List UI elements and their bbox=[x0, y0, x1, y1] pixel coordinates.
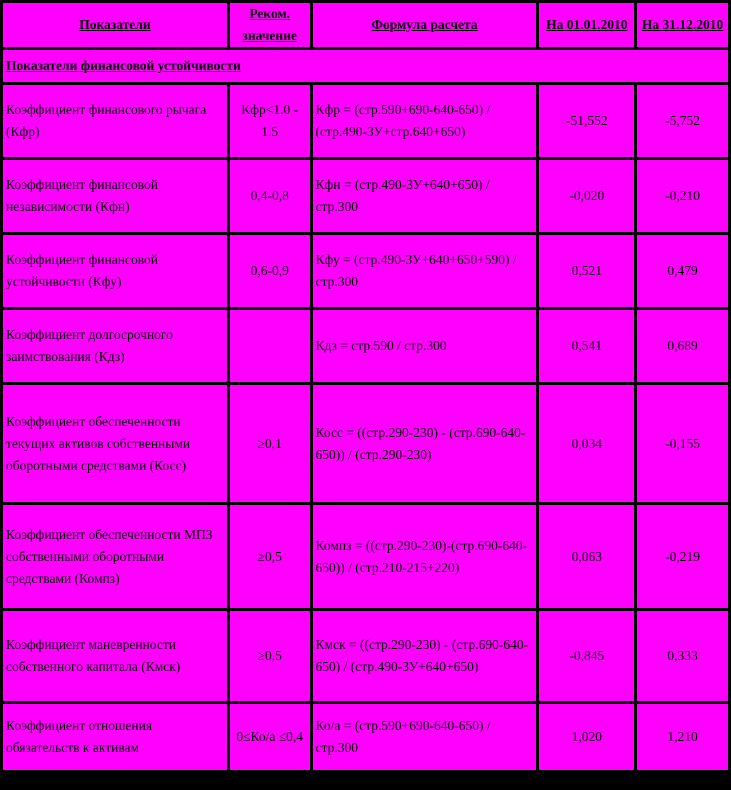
value-end: -0,210 bbox=[637, 160, 728, 232]
section-title: Показатели финансовой устойчивости bbox=[3, 50, 728, 82]
section-row bbox=[3, 50, 728, 82]
table-row bbox=[3, 235, 728, 307]
formula: Косс = ((стр.290-230) - (стр.690-640-650)) / (стр.290-230) bbox=[313, 385, 537, 502]
value-end: 0,333 bbox=[637, 611, 728, 701]
table-row bbox=[3, 704, 728, 770]
indicator-name: Коэффициент финансовой независимости (Кфн) bbox=[3, 160, 227, 232]
value-start: -0,845 bbox=[539, 611, 634, 701]
recommended-value: 0,4-0,8 bbox=[230, 160, 310, 232]
header-indicator: Показатели bbox=[3, 3, 227, 47]
value-start: 0,541 bbox=[539, 310, 634, 382]
formula: Кмск = ((стр.290-230) - (стр.690-640-650) / (стр.490-ЗУ+640+650) bbox=[313, 611, 537, 701]
indicator-name: Коэффициент финансовой устойчивости (Кфу) bbox=[3, 235, 227, 307]
table-row bbox=[3, 85, 728, 157]
indicator-name: Коэффициент маневренности собственного капитала (Кмск) bbox=[3, 611, 227, 701]
table-row bbox=[3, 160, 728, 232]
header-row bbox=[3, 3, 728, 47]
value-start: 1,020 bbox=[539, 704, 634, 770]
header-start-date: На 01.01.2010 bbox=[539, 3, 634, 47]
header-end-date: На 31.12.2010 bbox=[637, 3, 728, 47]
value-end: -0,219 bbox=[637, 505, 728, 608]
recommended-value bbox=[230, 310, 310, 382]
value-end: -0,155 bbox=[637, 385, 728, 502]
value-start: 0,063 bbox=[539, 505, 634, 608]
formula: Кфн = (стр.490-ЗУ+640+650) / стр.300 bbox=[313, 160, 537, 232]
recommended-value: 0≤Ко/а ≤0,4 bbox=[230, 704, 310, 770]
value-end: 1,210 bbox=[637, 704, 728, 770]
indicator-name: Коэффициент отношения обязательств к активам bbox=[3, 704, 227, 770]
indicator-name: Коэффициент обеспеченности МПЗ собственными оборотными средствами (Компз) bbox=[3, 505, 227, 608]
formula: Ко/а = (стр.590+690-640-650) / стр.300 bbox=[313, 704, 537, 770]
formula: Кдз = стр.590 / стр.300 bbox=[313, 310, 537, 382]
table-row bbox=[3, 611, 728, 701]
formula: Кфр = (стр.590+690-640-650) / (стр.490-ЗУ+стр.640+650) bbox=[313, 85, 537, 157]
table-row bbox=[3, 505, 728, 608]
value-end: 0,689 bbox=[637, 310, 728, 382]
formula: Компз = ((стр.290-230)-(стр.690-640-650)) / (стр.210-215+220) bbox=[313, 505, 537, 608]
value-end: 0,479 bbox=[637, 235, 728, 307]
table-row bbox=[3, 385, 728, 502]
value-start: 0,034 bbox=[539, 385, 634, 502]
formula: Кфу = (стр.490-ЗУ+640+650+590) / стр.300 bbox=[313, 235, 537, 307]
indicator-name: Коэффициент обеспеченности текущих активов собственными оборотными средствами (Косс) bbox=[3, 385, 227, 502]
header-recommended: Реком. значение bbox=[230, 3, 310, 47]
table-row bbox=[3, 310, 728, 382]
value-start: -0,020 bbox=[539, 160, 634, 232]
recommended-value: ≥0,1 bbox=[230, 385, 310, 502]
recommended-value: ≥0,5 bbox=[230, 505, 310, 608]
recommended-value: ≥0,5 bbox=[230, 611, 310, 701]
header-formula: Формула расчета bbox=[313, 3, 537, 47]
recommended-value: 0,6-0,9 bbox=[230, 235, 310, 307]
indicator-name: Коэффициент долгосрочного заимствования (Кдз) bbox=[3, 310, 227, 382]
value-start: -51,552 bbox=[539, 85, 634, 157]
value-start: 0,521 bbox=[539, 235, 634, 307]
recommended-value: Кфр<1.0 - 1.5 bbox=[230, 85, 310, 157]
indicator-name: Коэффициент финансового рычага (Кфр) bbox=[3, 85, 227, 157]
value-end: -5,752 bbox=[637, 85, 728, 157]
